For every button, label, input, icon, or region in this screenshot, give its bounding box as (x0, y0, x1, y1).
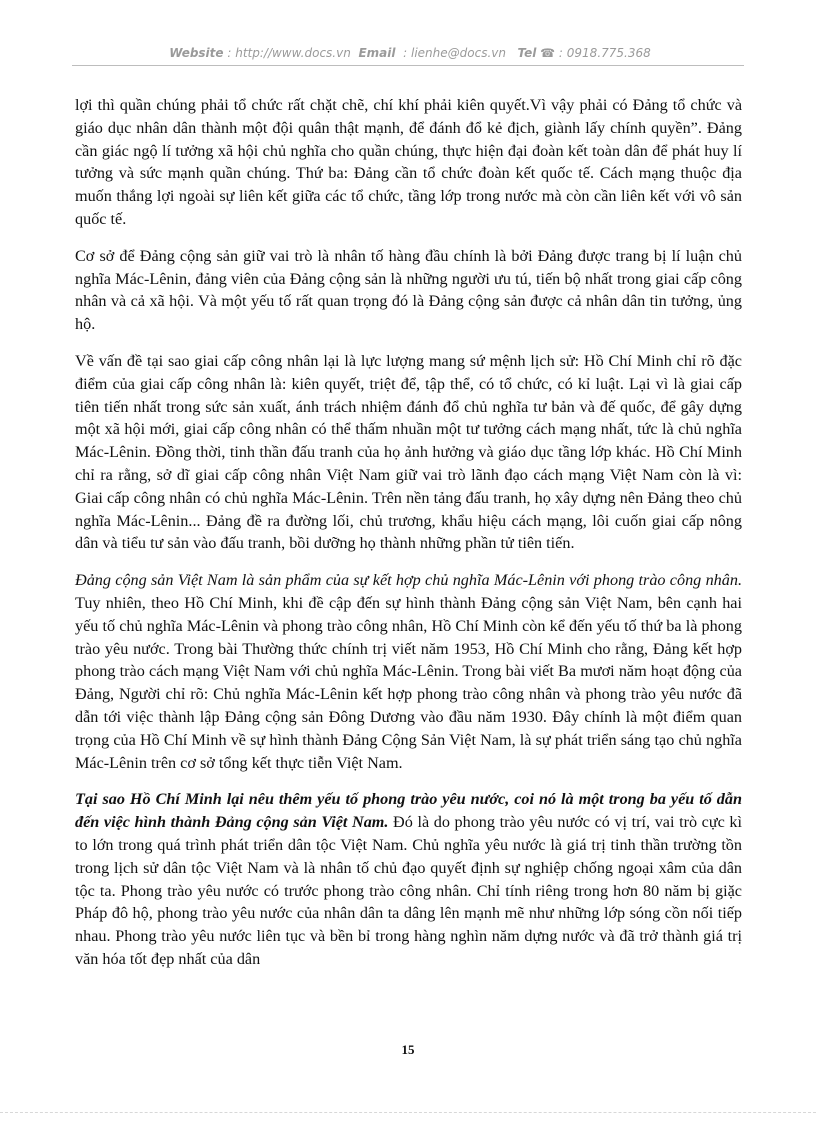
paragraph (75, 94, 742, 231)
paragraph (75, 245, 742, 336)
website-label: Website (169, 46, 224, 60)
paragraph (75, 788, 742, 970)
paragraph-text: Cơ sở để Đảng cộng sản giữ vai trò là nhân tố hàng đầu chính là bởi Đảng được trang bị lí luận chủ nghĩa Mác-Lênin, đảng viên của Đảng cộng sản là những người ưu tú, tiến bộ nhất trong giai cấp công nhân và cả xã hội. Và một yếu tố rất quan trọng đó là Đảng cộng sản được cả nhân dân tin tưởng, ủng hộ. (75, 246, 742, 334)
paragraph-text: lợi thì quần chúng phải tổ chức rất chặt chẽ, chí khí phải kiên quyết.Vì vậy phải có Đảng tổ chức và giáo dục nhân dân thành một đội quân thật mạnh, để đánh đổ kẻ địch, giành lấy chính quyền”. Đảng cần giác ngộ lí tưởng xã hội chủ nghĩa cho quần chúng, thực hiện đại đoàn kết toàn dân để phát huy lí tưởng và sức mạnh quần chúng. Thứ ba: Đảng cần tổ chức đoàn kết quốc tế. Cách mạng thuộc địa muốn thắng lợi ngoài sự liên kết giữa các tổ chức, tầng lớp trong nước mà còn cần liên kết với vô sản quốc tế. (75, 96, 742, 228)
website-value: : http://www.docs.vn (227, 46, 351, 60)
header-divider (72, 65, 744, 66)
document-body (75, 94, 742, 985)
paragraph (75, 569, 742, 774)
paragraph-text: Về vấn đề tại sao giai cấp công nhân lại là lực lượng mang sứ mệnh lịch sử: Hồ Chí Minh chỉ rõ đặc điểm của giai cấp công nhân là: kiên quyết, triệt để, tập thể, có tổ chức, có kỉ luật. Lại vì là giai cấp tiên tiến nhất trong sức sản xuất, ánh trách nhiệm đánh đổ chủ nghĩa tư bản và đế quốc, để gây dựng một xã hội mới, giai cấp công nhân có thể thấm nhuần một tư tưởng cách mạng nhất, tức là chủ nghĩa Mác-Lênin. Đồng thời, tinh thần đấu tranh của họ ảnh hưởng và giáo dục tầng lớp khác. Hồ Chí Minh chỉ ra rằng, sở dĩ giai cấp công nhân Việt Nam giữ vai trò lãnh đạo cách mạng Việt Nam còn là vì: Giai cấp công nhân có chủ nghĩa Mác-Lênin. Trên nền tảng đấu tranh, họ xây dựng nên Đảng theo chủ nghĩa Mác-Lênin... Đảng đề ra đường lối, chủ trương, khẩu hiệu cách mạng, lôi cuốn giai cấp nông dân và tiểu tư sản vào đấu tranh, bồi dưỡng họ thành những phần tử tiên tiến. (75, 351, 742, 553)
tel-label: Tel (517, 46, 537, 60)
bold-italic-lead: Tại sao Hồ Chí Minh lại nêu thêm yếu tố phong trào yêu nước, coi nó là một trong ba yếu tố dẫn đến việc hình thành Đảng cộng sản Việt Nam. (75, 790, 742, 832)
page-number: 15 (401, 1042, 415, 1057)
email-value: : lienhe@docs.vn (403, 46, 506, 60)
page-bottom-border (0, 1112, 816, 1113)
paragraph-text: Đó là do phong trào yêu nước có vị trí, vai trò cực kì to lớn trong quá trình phát triển dân tộc Việt Nam. Chủ nghĩa yêu nước là giá trị tinh thần trường tồn trong lịch sử dân tộc Việt Nam và là nhân tố chủ đạo quyết định sự nghiệp chống ngoại xâm của dân tộc ta. Phong trào yêu nước có trước phong trào công nhân. Chỉ tính riêng trong hơn 80 năm bị giặc Pháp đô hộ, phong trào yêu nước của nhân dân ta dâng lên mạnh mẽ như những lớp sóng cồn nối tiếp nhau. Phong trào yêu nước liên tục và bền bỉ trong hàng nghìn năm dựng nước và đã trở thành giá trị văn hóa tốt đẹp nhất của dân (75, 813, 743, 968)
italic-lead: Đảng cộng sản Việt Nam là sản phẩm của sự kết hợp chủ nghĩa Mác-Lênin với phong trào công nhân. (75, 571, 742, 590)
page-header (75, 46, 745, 60)
paragraph (75, 350, 742, 555)
email-label: Email (358, 46, 396, 60)
tel-value: ☎ : 0918.775.368 (540, 46, 651, 60)
paragraph-text: Tuy nhiên, theo Hồ Chí Minh, khi đề cập đến sự hình thành Đảng cộng sản Việt Nam, bên cạnh hai yếu tố chủ nghĩa Mác-Lênin và phong trào công nhân, Hồ Chí Minh còn kể đến yếu tố thứ ba là phong trào yêu nước. Trong bài Thường thức chính trị viết năm 1953, Hồ Chí Minh cho rằng, Đảng kết hợp phong trào cách mạng Việt Nam với chủ nghĩa Mác-Lênin. Trong bài viết Ba mươi năm hoạt động của Đảng, Người chỉ rõ: Chủ nghĩa Mác-Lênin kết hợp phong trào công nhân và phong trào yêu nước đã dẫn tới việc thành lập Đảng cộng sản Đông Dương vào đầu năm 1930. Đây chính là một điểm quan trọng của Hồ Chí Minh về sự hình thành Đảng Cộng Sản Việt Nam, là sự phát triển sáng tạo chủ nghĩa Mác-Lênin trên cơ sở tổng kết thực tiễn Việt Nam. (75, 593, 742, 772)
